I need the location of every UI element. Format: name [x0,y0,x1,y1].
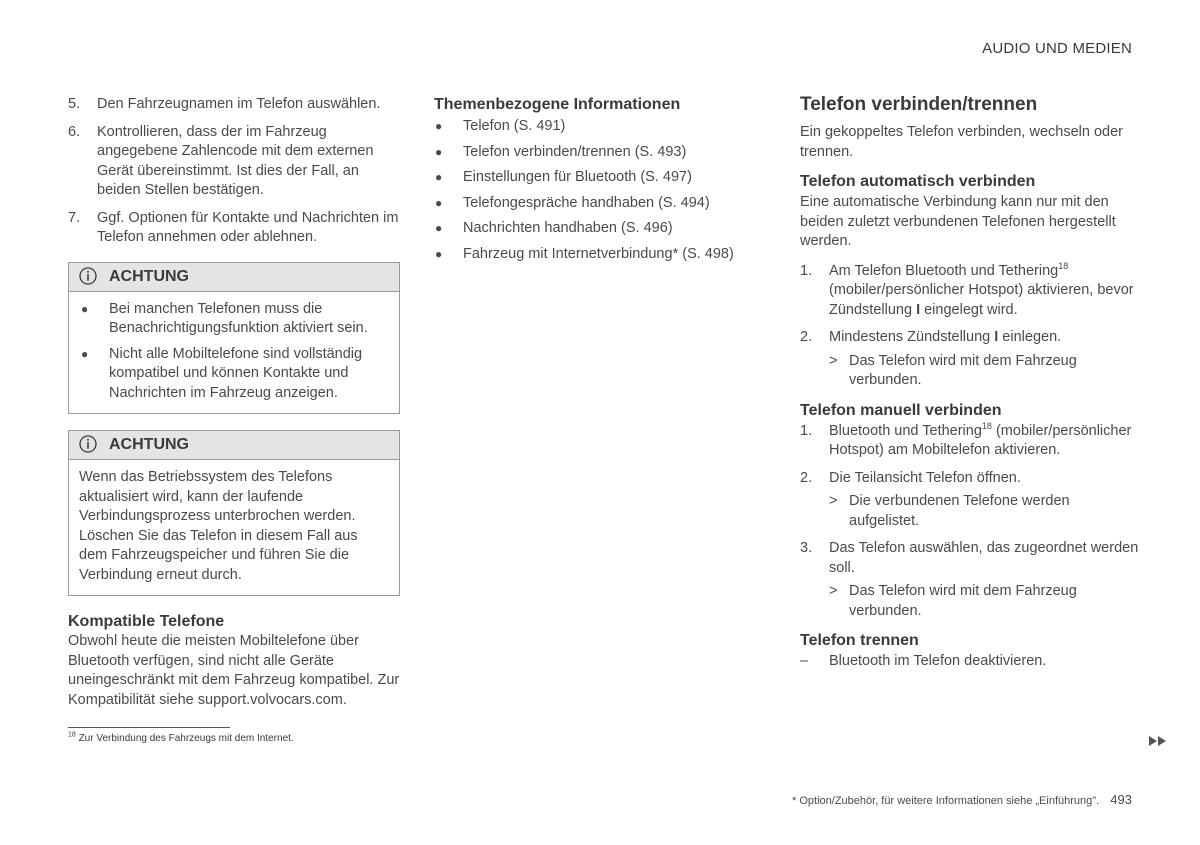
bullet-text: Bei manchen Telefonen muss die Benachrichtigungsfunktion aktiviert sein. [109,300,368,336]
list-item [800,469,1140,489]
list-item [800,539,1140,578]
related-link[interactable] [434,245,764,265]
ignition-position: I [916,301,921,318]
column-middle [434,95,764,270]
step-number: 3. [800,540,813,556]
warning-box [68,262,400,415]
related-link[interactable] [434,117,764,137]
ignition-position: I [994,329,999,345]
page-header: AUDIO UND MEDIEN [982,40,1132,57]
footnote-ref: 18 [1058,260,1069,271]
step-text: Den Fahrzeugnamen im Telefon auswählen. [97,96,381,112]
warning-header [69,263,399,292]
section-text: Eine automatische Verbindung kann nur mit den beiden zuletzt verbundenen Telefonen hergestellt werden. [800,194,1116,249]
step-number: 1. [800,422,813,439]
link-text[interactable]: Telefon (S. 491) [463,118,566,134]
result-text: Das Telefon wird mit dem Fahrzeug verbunden. [849,583,1077,619]
bullet-icon: ● [435,195,443,210]
bullet-icon: ● [435,221,443,235]
result-marker: > [829,352,838,369]
intro-text: Ein gekoppeltes Telefon verbinden, wechseln oder trennen. [800,124,1123,160]
list-item [800,652,1140,672]
link-text[interactable]: Telefon verbinden/trennen (S. 493) [463,143,687,160]
footnote-number: 18 [68,731,76,739]
page-number: 493 [1110,792,1132,807]
warning-header [69,431,399,460]
warning-title: ACHTUNG [109,267,189,285]
step-text: einlegen. [998,329,1062,345]
footnote-text: Zur Verbindung des Fahrzeugs mit dem Internet. [78,733,294,744]
footnote-divider [68,727,230,728]
result-text: Das Telefon wird mit dem Fahrzeug verbunden. [849,352,1077,388]
step-text: (mobiler/persönlicher Hotspot) am Mobiltelefon aktivieren. [829,422,1132,458]
page-footer [792,792,1132,807]
step-text: Das Telefon auswählen, das zugeordnet werden soll. [829,540,1139,576]
dash-marker: – [800,653,809,669]
footnote-ref: 18 [981,420,992,431]
step-number: 5. [68,96,81,112]
list-item [68,209,400,248]
step-text: Bluetooth und Tethering [829,422,982,439]
step-number: 1. [800,262,813,279]
section-text: Obwohl heute die meisten Mobiltelefone über Bluetooth verfügen, sind nicht alle Geräte uneingeschränkt mit dem Fahrzeug kompatibel. Zur Kompatibilität siehe support.volvocars.com. [68,633,400,708]
list-item [68,95,400,115]
step-text: Die Teilansicht Telefon öffnen. [829,469,1021,486]
step-result [800,492,1140,531]
option-note: * Option/Zubehör, für weitere Informationen siehe „Einführung". [792,795,1100,807]
warning-body [69,460,399,595]
double-chevron-right-icon[interactable] [1148,735,1168,747]
section-heading: Telefon manuell verbinden [800,401,1002,419]
list-item [800,328,1140,348]
info-circle-icon [79,267,97,285]
list-item [800,422,1140,461]
step-result [800,582,1140,621]
list-item [800,262,1140,321]
section-heading: Telefon automatisch verbinden [800,173,1036,190]
step-text: Bluetooth im Telefon deaktivieren. [829,653,1047,669]
bullet-icon: ● [435,170,443,184]
step-text: Am Telefon Bluetooth und Tethering [829,262,1059,279]
related-link[interactable] [434,194,764,214]
related-link[interactable] [434,168,764,188]
list-item [68,123,400,201]
bullet-icon: ● [81,346,89,361]
step-text: (mobiler/persönlicher Hotspot) aktivieren, bevor Zündstellung [829,282,1134,318]
related-link[interactable] [434,219,764,239]
step-number: 6. [68,123,81,140]
footnote [68,733,294,744]
link-text[interactable]: Telefongespräche handhaben (S. 494) [463,194,710,211]
result-text: Die verbundenen Telefone werden aufgelistet. [849,493,1070,529]
list-item [79,300,389,339]
step-result [800,352,1140,391]
step-text: Kontrollieren, dass der im Fahrzeug angegebene Zahlencode mit dem externen Gerät übereinstimmt. Ist dies der Fall, an beiden Stellen bestätigen. [97,123,374,198]
warning-text: Wenn das Betriebssystem des Telefons aktualisiert wird, kann der laufende Verbindungsprozess unterbrochen werden. Löschen Sie das Telefon in diesem Fall aus dem Fahrzeugspeicher und führen Sie die Verbindung erneut durch. [79,469,358,583]
step-text: eingelegt wird. [920,301,1018,318]
page-title: Telefon verbinden/trennen [800,94,1038,115]
column-right [800,93,1140,680]
bullet-icon: ● [435,246,443,261]
step-text: Ggf. Optionen für Kontakte und Nachrichten im Telefon annehmen oder ablehnen. [97,209,399,245]
step-number: 7. [68,209,81,226]
bullet-icon: ● [435,119,443,133]
result-marker: > [829,493,838,509]
related-info-heading: Themenbezogene Informationen [434,96,681,113]
link-text[interactable]: Einstellungen für Bluetooth (S. 497) [463,169,692,185]
step-text: Mindestens Zündstellung [829,329,995,345]
bullet-icon: ● [81,301,89,316]
link-text[interactable]: Nachrichten handhaben (S. 496) [463,220,673,236]
warning-body [69,292,399,414]
warning-box [68,430,400,596]
info-circle-icon [79,435,97,453]
column-left [68,95,400,710]
related-link[interactable] [434,143,764,163]
warning-title: ACHTUNG [109,436,189,453]
step-number: 2. [800,329,813,345]
section-heading: Kompatible Telefone [68,613,225,630]
bullet-icon: ● [435,144,443,159]
link-text[interactable]: Fahrzeug mit Internetverbindung* (S. 498) [463,245,734,262]
bullet-text: Nicht alle Mobiltelefone sind vollständig kompatibel und können Kontakte und Nachrichten im Fahrzeug anzeigen. [109,345,363,401]
result-marker: > [829,583,838,599]
section-heading: Telefon trennen [800,632,919,649]
step-number: 2. [800,469,813,486]
list-item [79,345,389,404]
